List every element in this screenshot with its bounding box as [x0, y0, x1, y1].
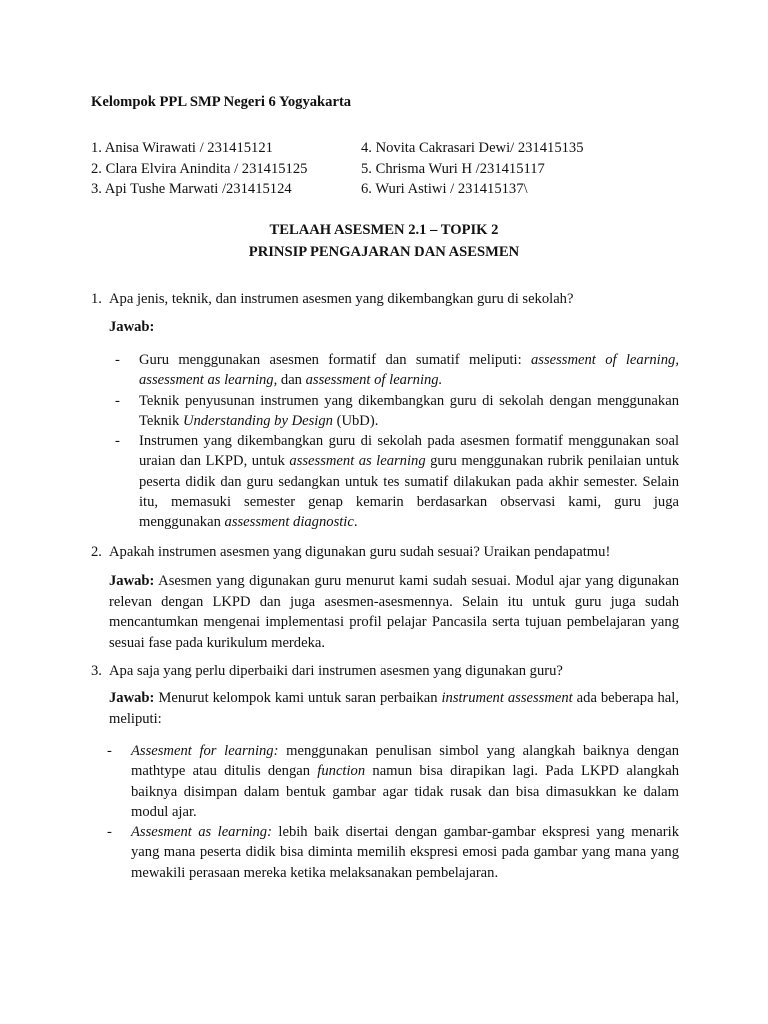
jawab-label: Jawab: — [109, 690, 155, 706]
dash-marker: - — [115, 433, 120, 450]
member-column-right — [361, 138, 584, 200]
dash-marker: - — [115, 352, 120, 368]
dash-marker: - — [115, 392, 120, 409]
list-item — [101, 741, 679, 822]
dash-marker: - — [107, 824, 112, 841]
list-item-text: Instrumen yang dikembangkan guru di sekolah pada asesmen formatif menggunakan soal uraian dan LKPD, untuk assessment as learning guru menggunakan rubrik penilaian untuk peserta didik dan guru sedangkan untuk tes sumatif dilakukan pada akhir semester. Selain itu, memasuki semester genap kemarin berdasarkan observasi kami, guru juga menggunakan assessment diagnostic. — [139, 433, 679, 531]
question-text: Apakah instrumen asesmen yang digunakan guru sudah sesuai? Uraikan pendapatmu! — [109, 544, 611, 560]
question-number: 3. — [91, 663, 102, 679]
title-line-1: TELAAH ASESMEN 2.1 – TOPIK 2 — [269, 222, 499, 238]
group-title: Kelompok PPL SMP Negeri 6 Yogyakarta — [91, 94, 352, 110]
member-column-left — [91, 138, 307, 200]
question-3 — [91, 661, 681, 883]
member-entry: 1. Anisa Wirawati / 231415121 — [91, 140, 273, 156]
list-item — [109, 391, 679, 432]
list-item — [101, 822, 679, 883]
answer-1 — [109, 317, 679, 533]
list-item — [109, 431, 679, 532]
answer-3: Jawab: Menurut kelompok kami untuk saran perbaikan instrument assessment ada beberapa hal, meliputi: — [109, 690, 679, 727]
question-1-line — [91, 289, 681, 310]
answer-3-list — [101, 741, 679, 883]
question-text: Apa jenis, teknik, dan instrumen asesmen yang dikembangkan guru di sekolah? — [109, 291, 574, 307]
dash-marker: - — [107, 743, 112, 759]
question-1 — [91, 289, 681, 533]
list-item — [109, 350, 679, 391]
member-entry: 3. Api Tushe Marwati /231415124 — [91, 181, 292, 198]
member-entry: 6. Wuri Astiwi / 231415137\ — [361, 181, 528, 198]
list-item-text: Assesment as learning: lebih baik disertai dengan gambar-gambar ekspresi yang menarik yang mana peserta didik bisa diminta memilih ekspresi emosi pada gambar yang mana yang mewakili perasaan mereka ketika melaksanakan pembelajaran. — [131, 824, 679, 881]
document-title — [0, 219, 768, 263]
answer-text: Asesmen yang digunakan guru menurut kami sudah sesuai. Modul ajar yang digunakan relevan dengan LKPD dan juga asesmen-asesmennya. Selain itu untuk guru juga sudah mencantumkan mengenai implementasi profil pelajar Pancasila serta tujuan pembelajaran yang sesuai fase pada kurikulum merdeka. — [109, 573, 679, 651]
list-item-text: Assesment for learning: menggunakan penulisan simbol yang alangkah baiknya dengan mathtype atau ditulis dengan function namun bisa dirapikan lagi. Pada LKPD alangkah baiknya disimpan dalam bentuk gambar agar tidak rusak dan bisa dimasukkan ke dalam modul ajar. — [131, 743, 679, 820]
title-line-2: PRINSIP PENGAJARAN DAN ASESMEN — [248, 244, 520, 260]
member-entry: 2. Clara Elvira Anindita / 231415125 — [91, 160, 308, 177]
answer-2 — [109, 571, 679, 653]
question-text: Apa saja yang perlu diperbaiki dari instrumen asesmen yang digunakan guru? — [109, 663, 563, 679]
jawab-label: Jawab: — [109, 319, 155, 335]
member-entry: 5. Chrisma Wuri H /231415117 — [361, 160, 545, 177]
question-number: 1. — [91, 291, 102, 307]
jawab-label: Jawab: — [109, 573, 155, 589]
list-item-text: Teknik penyusunan instrumen yang dikembangkan guru di sekolah dengan menggunakan Teknik Understanding by Design (UbD). — [139, 392, 679, 429]
question-2-line — [91, 542, 681, 563]
member-entry: 4. Novita Cakrasari Dewi/ 231415135 — [361, 140, 584, 156]
question-3-line — [91, 661, 681, 682]
question-number: 2. — [91, 544, 102, 560]
list-item-text: Guru menggunakan asesmen formatif dan sumatif meliputi: assessment of learning, assessment as learning, dan assessment of learning. — [139, 352, 679, 389]
answer-1-list — [109, 350, 679, 533]
question-2 — [91, 542, 681, 653]
